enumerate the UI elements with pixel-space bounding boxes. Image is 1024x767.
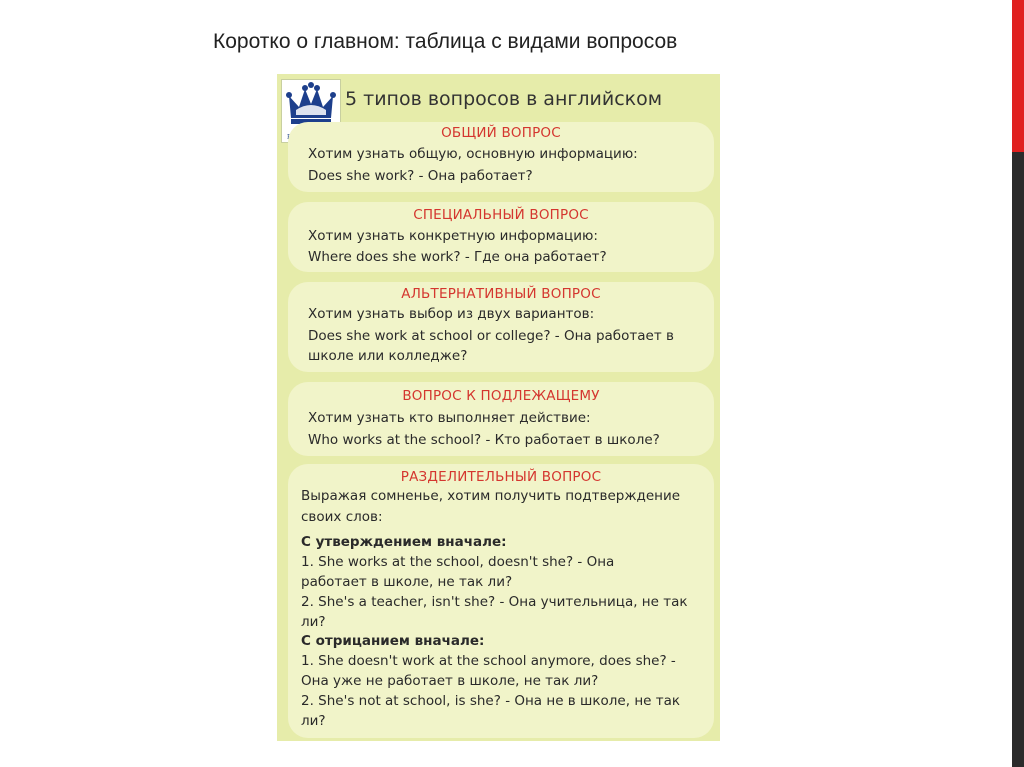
section-subheading: С утверждением вначале: (301, 534, 507, 550)
section-heading: АЛЬТЕРНАТИВНЫЙ ВОПРОС (401, 286, 601, 302)
section-subject-question (288, 382, 714, 456)
section-general-question (288, 122, 714, 192)
section-alternative-question (288, 282, 714, 372)
accent-bar-red (1012, 0, 1024, 152)
section-line: ли? (301, 614, 326, 630)
section-line: Хотим узнать выбор из двух вариантов: (308, 306, 595, 322)
section-line: Хотим узнать кто выполняет действие: (308, 410, 591, 426)
section-line: Does she work at school or college? - Она работает в (308, 328, 674, 344)
section-line: Does she work? - Она работает? (308, 168, 533, 184)
section-heading: СПЕЦИАЛЬНЫЙ ВОПРОС (413, 207, 589, 223)
section-line: школе или колледже? (308, 348, 468, 364)
card-title: 5 типов вопросов в английском (345, 88, 663, 110)
section-heading: РАЗДЕЛИТЕЛЬНЫЙ ВОПРОС (400, 469, 602, 485)
accent-bar-dark (1012, 152, 1024, 767)
section-line: Who works at the school? - Кто работает в школе? (308, 432, 660, 448)
section-heading: ОБЩИЙ ВОПРОС (441, 125, 561, 141)
question-types-card (277, 74, 720, 741)
section-line: 2. She's not at school, is she? - Она не в школе, не так (301, 693, 681, 709)
section-tag-question (288, 464, 714, 738)
section-line: Хотим узнать общую, основную информацию: (308, 146, 638, 162)
section-line: 1. She doesn't work at the school anymore, does she? - (301, 653, 676, 669)
section-subheading: С отрицанием вначале: (301, 633, 485, 649)
section-heading: ВОПРОС К ПОДЛЕЖАЩЕМУ (402, 388, 600, 404)
section-line: Хотим узнать конкретную информацию: (308, 228, 598, 244)
section-line: 1. She works at the school, doesn't she? - Она (301, 554, 615, 570)
section-line: Where does she work? - Где она работает? (308, 249, 607, 265)
section-special-question (288, 202, 714, 272)
section-line: своих слов: (301, 509, 383, 525)
section-line: ли? (301, 713, 326, 729)
slide-title: Коротко о главном: таблица с видами вопросов (213, 30, 678, 53)
section-line: работает в школе, не так ли? (301, 574, 513, 590)
section-line: Она уже не работает в школе, не так ли? (301, 673, 599, 689)
section-line: Выражая сомненье, хотим получить подтверждение (301, 488, 681, 504)
section-line: 2. She's a teacher, isn't she? - Она учительница, не так (301, 594, 688, 610)
